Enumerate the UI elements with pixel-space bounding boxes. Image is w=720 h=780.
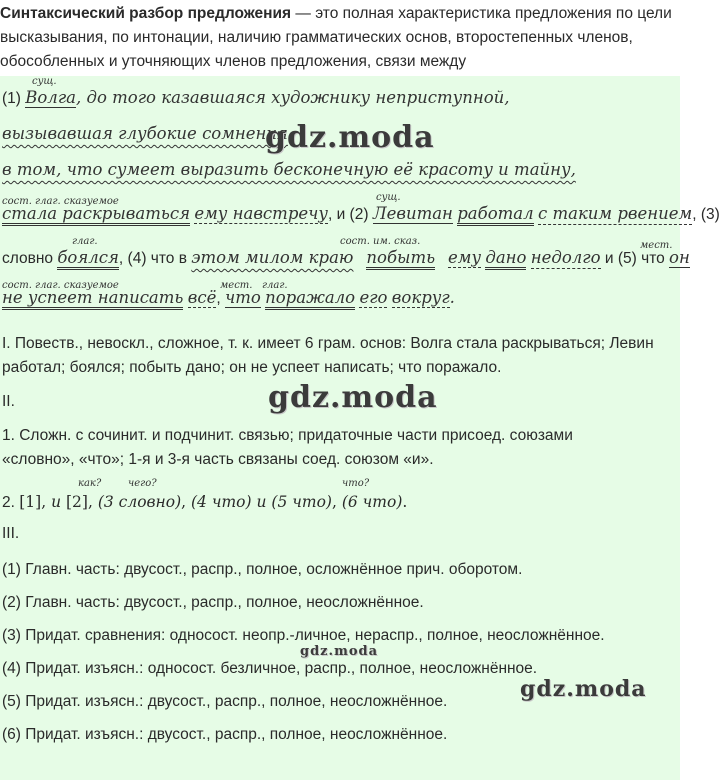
scheme-conj-i-2: и bbox=[251, 493, 272, 511]
predicate-dano: дано bbox=[485, 248, 526, 270]
watermark-1: gdz.moda bbox=[265, 120, 435, 155]
predicate-boyalsya: боялся bbox=[57, 248, 119, 270]
mark-glag-2: глаг. bbox=[262, 280, 288, 291]
analysis-I-line1: I. Повеств., невоскл., сложное, т. к. имеет 6 грам. основ: Волга стала раскрываться; Левин bbox=[2, 335, 654, 352]
predicate-pobyt: побыть bbox=[366, 248, 435, 270]
scheme-part-5: (5 что) bbox=[271, 493, 332, 511]
mark-sost-im-skaz: сост. им. сказ. bbox=[340, 236, 421, 247]
intro-paragraph bbox=[0, 2, 672, 74]
mark-chto: что? bbox=[342, 478, 370, 489]
scheme-lead: 2. bbox=[2, 494, 20, 511]
line3-text: в том, что сумеет выразить бесконечную её красоту и тайну, bbox=[2, 160, 576, 179]
line1-rest: , до того казавшаяся художнику неприступной, bbox=[76, 88, 510, 107]
line4-sep: , и (2) bbox=[327, 206, 373, 223]
analysis-item-6: (6) Придат. изъясн.: двусост., распр., полное, неосложнённое. bbox=[2, 726, 448, 743]
subject-chto: что bbox=[224, 288, 261, 307]
intro-title: Синтаксический разбор предложения bbox=[0, 5, 292, 22]
scheme-sep-1: , bbox=[41, 493, 52, 511]
mark-chego: чего? bbox=[128, 478, 157, 489]
scheme-sep-4: , bbox=[331, 493, 342, 511]
sentence-line-5 bbox=[2, 248, 690, 268]
analysis-item-4: (4) Придат. изъясн.: односост. безличное, распр., полное, неосложнённое. bbox=[2, 660, 538, 677]
mark-glag-1: глаг. bbox=[72, 236, 98, 247]
object-emu: ему bbox=[448, 248, 482, 267]
predicate-porazhalo: поражало bbox=[265, 288, 355, 310]
mark-sush-1: сущ. bbox=[32, 76, 57, 87]
mark-kak: как? bbox=[78, 478, 102, 489]
sentence-line-4 bbox=[2, 204, 720, 224]
object-vse: всё bbox=[187, 288, 217, 307]
mark-sost-glag-1: сост. глаг. сказуемое bbox=[2, 196, 119, 207]
mark-mest-2: мест. bbox=[220, 280, 253, 291]
participial-phrase: вызывавшая глубокие сомнения bbox=[2, 124, 288, 143]
analysis-I-line2: работал; боялся; побыть дано; он не успеет написать; что поражало. bbox=[2, 359, 502, 376]
adverbial-etom-milom-krayu: этом милом краю bbox=[191, 248, 354, 267]
scheme-conj-i: и bbox=[51, 493, 62, 511]
object-ego: его bbox=[359, 288, 388, 307]
intro-text: — это полная характеристика предложения по цели высказывания, по интонации, наличию грамматических основ, второстепенных членов, обособленных и уточняющих членов предложения, связи между bbox=[0, 5, 672, 70]
mark-sush-2: сущ. bbox=[376, 192, 401, 203]
analysis-item-3: (3) Придат. сравнения: односост. неопр.-личное, нераспр., полное, неосложнённое. bbox=[2, 627, 605, 644]
analysis-II-heading: II. bbox=[2, 393, 15, 410]
sentence-scheme bbox=[2, 490, 407, 515]
predicate-ne-uspeet-napisat: не успеет написать bbox=[2, 288, 183, 310]
scheme-part-2: [2] bbox=[65, 493, 88, 511]
analysis-item-1: (1) Главн. часть: двусост., распр., полное, осложнённое прич. оборотом. bbox=[2, 561, 523, 578]
watermark-3: gdz.moda bbox=[300, 644, 379, 659]
analysis-III-heading: III. bbox=[2, 525, 20, 542]
sentence-line-3 bbox=[2, 160, 576, 180]
scheme-part-3: (3 словно) bbox=[97, 493, 182, 511]
subject-levitan: Левитан bbox=[372, 204, 453, 223]
mark-mest-1: мест. bbox=[640, 240, 673, 251]
watermark-4: gdz.moda bbox=[520, 676, 647, 702]
sentence-end: . bbox=[449, 288, 455, 307]
scheme-sep-2: , bbox=[87, 493, 98, 511]
comma: , bbox=[216, 290, 225, 307]
answer-panel bbox=[0, 76, 720, 780]
sentence-line-1 bbox=[2, 88, 510, 108]
sentence-line-2 bbox=[2, 124, 288, 144]
predicate-stala-raskryvatsya: стала раскрываться bbox=[2, 204, 190, 226]
scheme-sep-3: , bbox=[181, 493, 191, 511]
scheme-part-4: (4 что) bbox=[191, 493, 252, 511]
sentence-line-6 bbox=[2, 288, 455, 308]
object-emu-navstrechu: ему навстречу bbox=[194, 204, 328, 223]
part-number-4: , (4) что в bbox=[118, 250, 192, 267]
analysis-II-1-line1: 1. Сложн. с сочинит. и подчинит. связью; придаточные части присоед. союзами bbox=[2, 427, 573, 444]
analysis-item-2: (2) Главн. часть: двусост., распр., полное, неосложнённое. bbox=[2, 594, 424, 611]
part-number-3: , (3) bbox=[692, 206, 720, 223]
part-number-1: (1) bbox=[2, 90, 26, 107]
object-vokrug: вокруг bbox=[391, 288, 450, 307]
scheme-part-6: (6 что) bbox=[341, 493, 403, 511]
analysis-item-5: (5) Придат. изъясн.: двусост., распр., полное, неосложнённое. bbox=[2, 693, 448, 710]
part-number-5: и (5) что bbox=[600, 250, 670, 267]
subject-on: он bbox=[669, 248, 690, 267]
analysis-II-1-line2: «словно», «что»; 1-я и 3-я часть связаны соед. союзом «и». bbox=[2, 451, 434, 468]
adverbial-nedolgo: недолго bbox=[530, 248, 601, 267]
predicate-rabotal: работал bbox=[457, 204, 533, 226]
watermark-2: gdz.moda bbox=[268, 380, 438, 415]
subject-volga: Волга bbox=[25, 88, 76, 107]
adverbial-s-takim-rveniem: с таким рвением bbox=[537, 204, 693, 223]
mark-sost-glag-2: сост. глаг. сказуемое bbox=[2, 280, 119, 291]
word-slovno: словно bbox=[2, 250, 58, 267]
scheme-part-1: [1] bbox=[19, 493, 42, 511]
scheme-end: . bbox=[402, 493, 408, 511]
